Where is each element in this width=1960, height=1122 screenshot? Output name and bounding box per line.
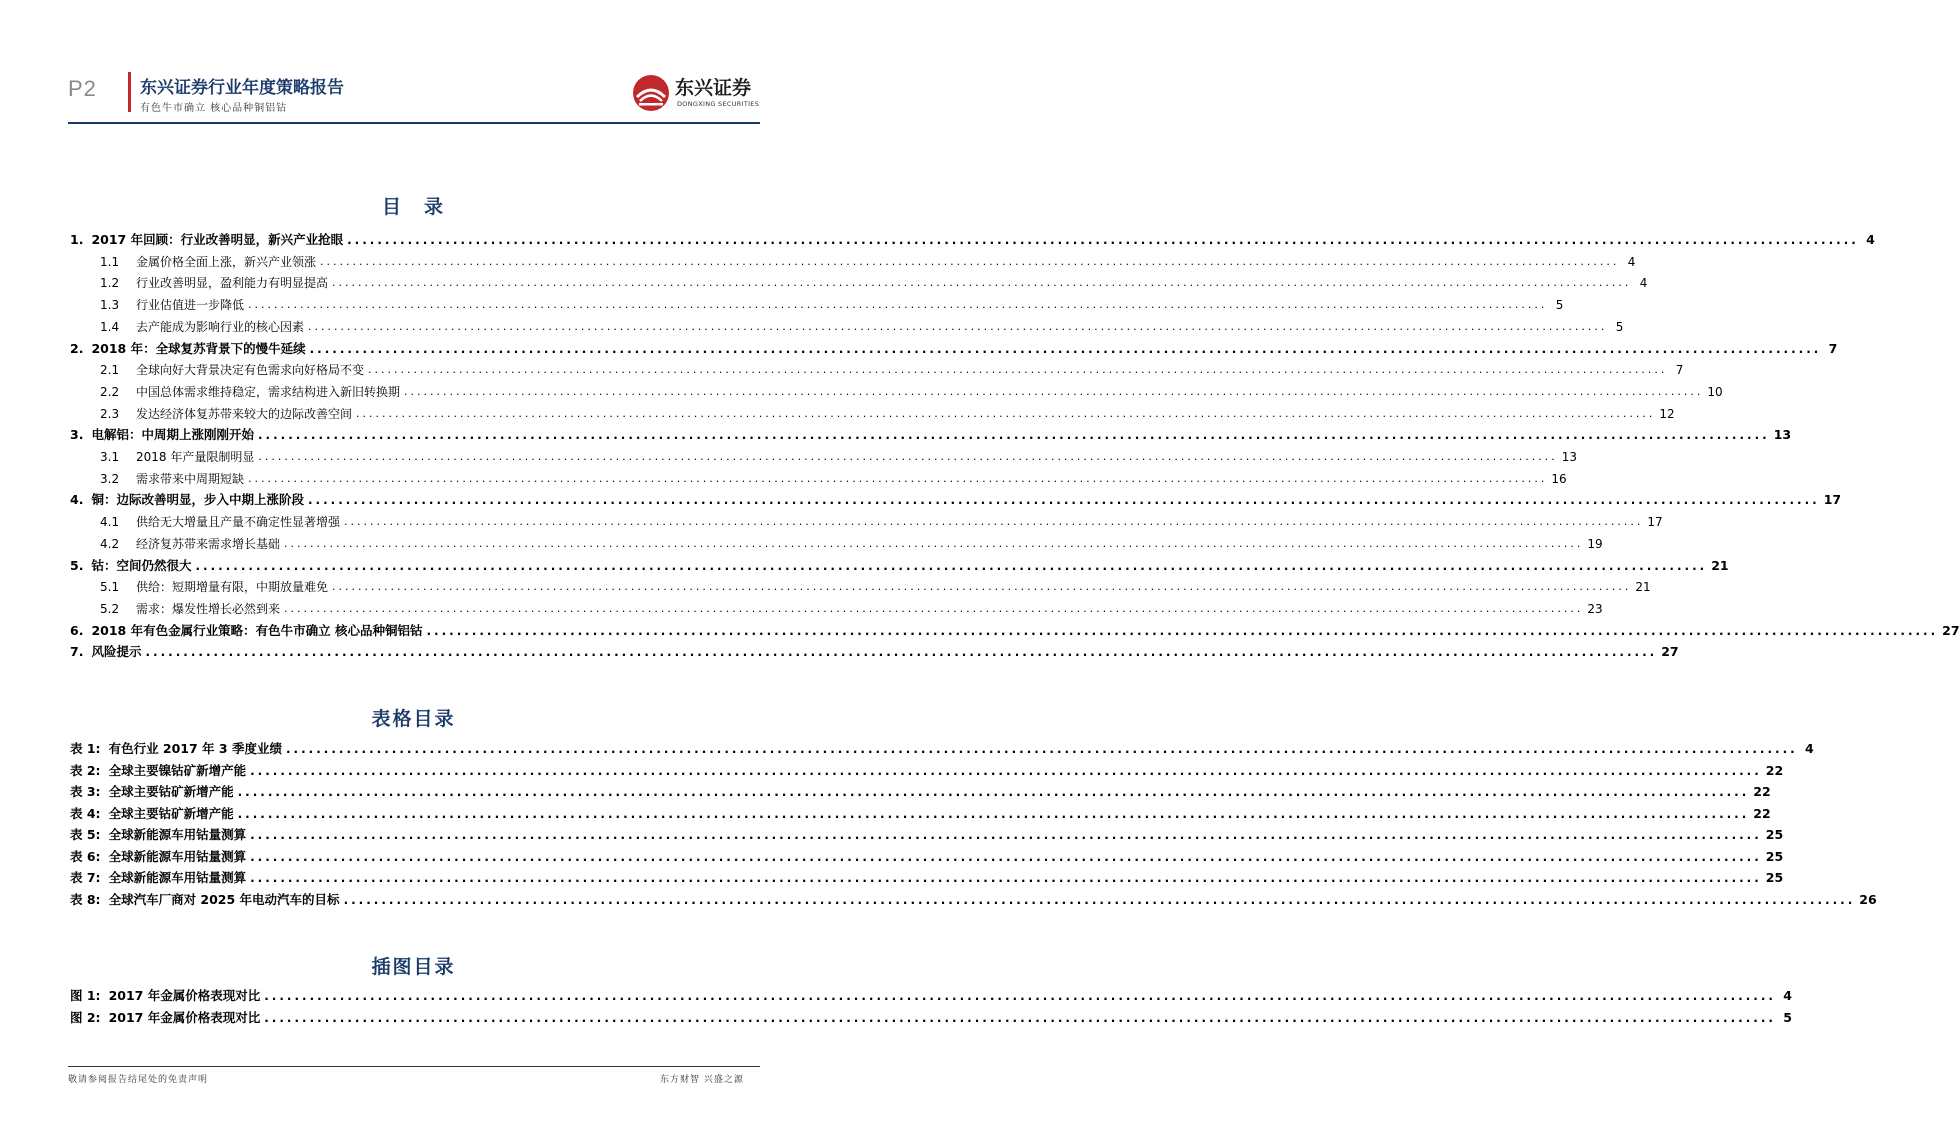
table-entry[interactable] bbox=[70, 780, 1771, 800]
header-divider bbox=[128, 72, 131, 112]
entry-number: 表 3: bbox=[70, 784, 101, 799]
entry-text: 电解铝：中周期上涨刚刚开始 bbox=[91, 427, 254, 442]
entry-text: 经济复苏带来需求增长基础 bbox=[136, 537, 281, 551]
toc-entry[interactable] bbox=[70, 228, 1875, 248]
dot-leader: ........................................................................................................................................................................................................ bbox=[344, 515, 1644, 528]
dot-leader: ........................................................................................................................................................................................................ bbox=[309, 342, 1822, 356]
table-entry[interactable] bbox=[70, 866, 1784, 886]
entry-text: 去产能成为影响行业的核心因素 bbox=[136, 320, 305, 334]
dot-leader: ........................................................................................................................................................................................................ bbox=[404, 385, 1704, 398]
entry-text: 全球新能源车用钴量测算 bbox=[108, 827, 247, 842]
entry-page: 5 bbox=[1615, 320, 1624, 334]
entry-text: 2017 年回顾：行业改善明显，新兴产业抢眼 bbox=[91, 232, 344, 247]
entry-page: 5 bbox=[1555, 298, 1564, 312]
disclaimer-note: 敬请参阅报告结尾处的免责声明 bbox=[68, 1075, 209, 1085]
entry-number: 2. bbox=[70, 341, 84, 356]
toc-entry[interactable] bbox=[100, 293, 1564, 313]
company-logo bbox=[631, 73, 761, 115]
entry-number: 1. bbox=[70, 232, 84, 247]
toc-entry[interactable] bbox=[100, 380, 1723, 400]
dot-leader: ........................................................................................................................................................................................................ bbox=[332, 580, 1632, 593]
dot-leader: ........................................................................................................................................................................................................ bbox=[285, 742, 1798, 756]
entry-page: 4 bbox=[1783, 988, 1792, 1003]
dot-leader: ........................................................................................................................................................................................................ bbox=[145, 645, 1658, 659]
entry-number: 5. bbox=[70, 558, 84, 573]
table-entry[interactable] bbox=[70, 802, 1771, 822]
dot-leader: ........................................................................................................................................................................................................ bbox=[250, 850, 1762, 864]
entry-page: 13 bbox=[1773, 427, 1792, 442]
entry-page: 4 bbox=[1866, 232, 1875, 247]
entry-text: 2018 年有色金属行业策略：有色牛市确立 核心品种铜铝钴 bbox=[91, 623, 423, 638]
page-header bbox=[0, 0, 827, 130]
entry-page: 22 bbox=[1765, 763, 1784, 778]
entry-page: 12 bbox=[1659, 407, 1675, 421]
dot-leader: ........................................................................................................................................................................................................ bbox=[257, 428, 1770, 442]
entry-text: 全球主要钴矿新增产能 bbox=[108, 784, 234, 799]
entry-text: 全球主要钴矿新增产能 bbox=[108, 806, 234, 821]
entry-page: 26 bbox=[1859, 892, 1877, 907]
dot-leader: ........................................................................................................................................................................................................ bbox=[368, 363, 1668, 376]
table-entry[interactable] bbox=[70, 888, 1877, 908]
toc-entry[interactable] bbox=[70, 423, 1792, 443]
toc-title: 目 录 bbox=[381, 196, 445, 218]
toc-entry[interactable] bbox=[70, 640, 1679, 660]
dot-leader: ........................................................................................................................................................................................................ bbox=[248, 298, 1548, 311]
entry-page: 7 bbox=[1828, 341, 1838, 356]
toc-entry[interactable] bbox=[100, 597, 1603, 617]
table-entry[interactable] bbox=[70, 737, 1814, 757]
entry-text: 需求带来中周期短缺 bbox=[136, 472, 245, 486]
entry-number: 3. bbox=[70, 427, 84, 442]
entry-text: 铜：边际改善明显，步入中期上涨阶段 bbox=[91, 492, 304, 507]
dot-leader: ........................................................................................................................................................................................................ bbox=[343, 893, 1856, 907]
entry-number: 表 2: bbox=[70, 763, 101, 778]
report-subtitle: 有色牛市确立 核心品种铜铝钴 bbox=[140, 103, 288, 114]
entry-text: 全球汽车厂商对 2025 年电动汽车的目标 bbox=[108, 892, 340, 907]
entry-number: 7. bbox=[70, 644, 84, 659]
dot-leader: ........................................................................................................................................................................................................ bbox=[356, 407, 1656, 420]
entry-number: 表 4: bbox=[70, 806, 101, 821]
entry-number: 图 2: bbox=[70, 1010, 101, 1025]
entry-text: 行业改善明显，盈利能力有明显提高 bbox=[136, 276, 329, 290]
entry-text: 全球新能源车用钴量测算 bbox=[108, 870, 247, 885]
table-entry[interactable] bbox=[70, 759, 1784, 779]
dot-leader: ........................................................................................................................................................................................................ bbox=[284, 602, 1584, 615]
entry-number: 5.1 bbox=[100, 580, 120, 594]
dot-leader: ........................................................................................................................................................................................................ bbox=[347, 233, 1859, 247]
dot-leader: ........................................................................................................................................................................................................ bbox=[250, 828, 1762, 842]
entry-number: 2.1 bbox=[100, 363, 120, 377]
entry-page: 16 bbox=[1551, 472, 1567, 486]
table-entry[interactable] bbox=[70, 823, 1784, 843]
toc-entry[interactable] bbox=[70, 337, 1838, 357]
entry-number: 1.1 bbox=[100, 255, 120, 269]
entry-text: 2018 年：全球复苏背景下的慢牛延续 bbox=[91, 341, 306, 356]
entry-text: 金属价格全面上涨，新兴产业领涨 bbox=[136, 255, 317, 269]
entry-text: 2018 年产量限制明显 bbox=[136, 450, 255, 464]
dot-leader: ........................................................................................................................................................................................................ bbox=[307, 493, 1820, 507]
entry-text: 钴：空间仍然很大 bbox=[91, 558, 192, 573]
figure-list-title: 插图目录 bbox=[371, 956, 456, 978]
entry-page: 4 bbox=[1639, 276, 1648, 290]
entry-number: 表 7: bbox=[70, 870, 101, 885]
entry-page: 25 bbox=[1765, 870, 1784, 885]
entry-number: 1.2 bbox=[100, 276, 120, 290]
entry-text: 供给：短期增量有限，中期放量难免 bbox=[136, 580, 329, 594]
dot-leader: ........................................................................................................................................................................................................ bbox=[237, 785, 1750, 799]
entry-number: 图 1: bbox=[70, 988, 101, 1003]
toc-entry[interactable] bbox=[100, 532, 1603, 552]
entry-page: 4 bbox=[1804, 741, 1814, 756]
entry-number: 4.1 bbox=[100, 515, 120, 529]
dot-leader: ........................................................................................................................................................................................................ bbox=[250, 871, 1762, 885]
toc-entry[interactable] bbox=[100, 510, 1663, 530]
dot-leader: ........................................................................................................................................................................................................ bbox=[264, 989, 1776, 1003]
dot-leader: ........................................................................................................................................................................................................ bbox=[332, 276, 1632, 289]
entry-number: 5.2 bbox=[100, 602, 120, 616]
entry-number: 4. bbox=[70, 492, 84, 507]
toc-entry[interactable] bbox=[100, 250, 1636, 270]
entry-number: 2.3 bbox=[100, 407, 120, 421]
dot-leader: ........................................................................................................................................................................................................ bbox=[264, 1011, 1776, 1025]
dot-leader: ........................................................................................................................................................................................................ bbox=[308, 320, 1608, 333]
entry-number: 3.1 bbox=[100, 450, 120, 464]
entry-number: 表 5: bbox=[70, 827, 101, 842]
toc-entry[interactable] bbox=[70, 488, 1842, 508]
logo-text-cn: 东兴证券 bbox=[675, 77, 752, 99]
entry-text: 供给无大增量且产量不确定性显著增强 bbox=[136, 515, 341, 529]
entry-page: 17 bbox=[1823, 492, 1842, 507]
entry-text: 2017 年金属价格表现对比 bbox=[108, 1010, 261, 1025]
entry-text: 发达经济体复苏带来较大的边际改善空间 bbox=[136, 407, 353, 421]
entry-number: 2.2 bbox=[100, 385, 120, 399]
footer-rule bbox=[68, 1066, 760, 1067]
entry-text: 全球新能源车用钴量测算 bbox=[108, 849, 247, 864]
header-rule bbox=[68, 122, 760, 124]
toc-entry[interactable] bbox=[100, 271, 1648, 291]
toc-entry[interactable] bbox=[70, 554, 1729, 574]
page-number: P2 bbox=[68, 76, 97, 101]
dot-leader: ........................................................................................................................................................................................................ bbox=[258, 450, 1558, 463]
entry-number: 6. bbox=[70, 623, 84, 638]
entry-page: 7 bbox=[1675, 363, 1684, 377]
figure-entry[interactable] bbox=[70, 1006, 1792, 1026]
entry-text: 中国总体需求维持稳定，需求结构进入新旧转换期 bbox=[136, 385, 401, 399]
toc-entry[interactable] bbox=[100, 358, 1684, 378]
entry-text: 有色行业 2017 年 3 季度业绩 bbox=[108, 741, 282, 756]
entry-number: 表 8: bbox=[70, 892, 101, 907]
entry-text: 风险提示 bbox=[91, 644, 142, 659]
entry-page: 25 bbox=[1765, 849, 1784, 864]
toc-entry[interactable] bbox=[100, 402, 1675, 422]
toc-entry[interactable] bbox=[100, 467, 1567, 487]
dot-leader: ........................................................................................................................................................................................................ bbox=[195, 559, 1708, 573]
entry-page: 21 bbox=[1635, 580, 1651, 594]
table-entry[interactable] bbox=[70, 845, 1784, 865]
table-list-title: 表格目录 bbox=[371, 708, 456, 730]
entry-page: 23 bbox=[1587, 602, 1603, 616]
entry-page: 27 bbox=[1942, 623, 1960, 638]
entry-page: 21 bbox=[1711, 558, 1729, 573]
entry-page: 22 bbox=[1753, 784, 1771, 799]
entry-text: 全球主要镍钴矿新增产能 bbox=[108, 763, 247, 778]
toc-entry[interactable] bbox=[70, 619, 1960, 639]
entry-text: 全球向好大背景决定有色需求向好格局不变 bbox=[136, 363, 365, 377]
dot-leader: ........................................................................................................................................................................................................ bbox=[248, 472, 1548, 485]
entry-page: 22 bbox=[1753, 806, 1771, 821]
toc-entry[interactable] bbox=[100, 445, 1577, 465]
toc-entry[interactable] bbox=[100, 575, 1651, 595]
entry-page: 27 bbox=[1661, 644, 1679, 659]
entry-number: 4.2 bbox=[100, 537, 120, 551]
dot-leader: ........................................................................................................................................................................................................ bbox=[250, 764, 1762, 778]
dot-leader: ........................................................................................................................................................................................................ bbox=[284, 537, 1584, 550]
logo-text-en: DONGXING SECURITIES bbox=[677, 100, 760, 108]
entry-text: 2017 年金属价格表现对比 bbox=[108, 988, 261, 1003]
entry-number: 1.3 bbox=[100, 298, 120, 312]
company-slogan: 东方财智 兴盛之源 bbox=[660, 1075, 744, 1085]
dot-leader: ........................................................................................................................................................................................................ bbox=[237, 807, 1750, 821]
entry-page: 19 bbox=[1587, 537, 1603, 551]
report-title: 东兴证券行业年度策略报告 bbox=[140, 78, 344, 98]
figure-entry[interactable] bbox=[70, 984, 1792, 1004]
entry-number: 1.4 bbox=[100, 320, 120, 334]
dot-leader: ........................................................................................................................................................................................................ bbox=[426, 624, 1939, 638]
entry-number: 表 6: bbox=[70, 849, 101, 864]
entry-page: 10 bbox=[1707, 385, 1723, 399]
toc-entry[interactable] bbox=[100, 315, 1624, 335]
entry-text: 需求：爆发性增长必然到来 bbox=[136, 602, 281, 616]
entry-page: 13 bbox=[1561, 450, 1577, 464]
entry-number: 表 1: bbox=[70, 741, 101, 756]
entry-number: 3.2 bbox=[100, 472, 120, 486]
entry-page: 4 bbox=[1627, 255, 1636, 269]
entry-page: 17 bbox=[1647, 515, 1663, 529]
logo-mark-icon bbox=[631, 73, 671, 113]
entry-page: 25 bbox=[1765, 827, 1784, 842]
entry-page: 5 bbox=[1783, 1010, 1792, 1025]
entry-text: 行业估值进一步降低 bbox=[136, 298, 245, 312]
dot-leader: ........................................................................................................................................................................................................ bbox=[320, 255, 1620, 268]
